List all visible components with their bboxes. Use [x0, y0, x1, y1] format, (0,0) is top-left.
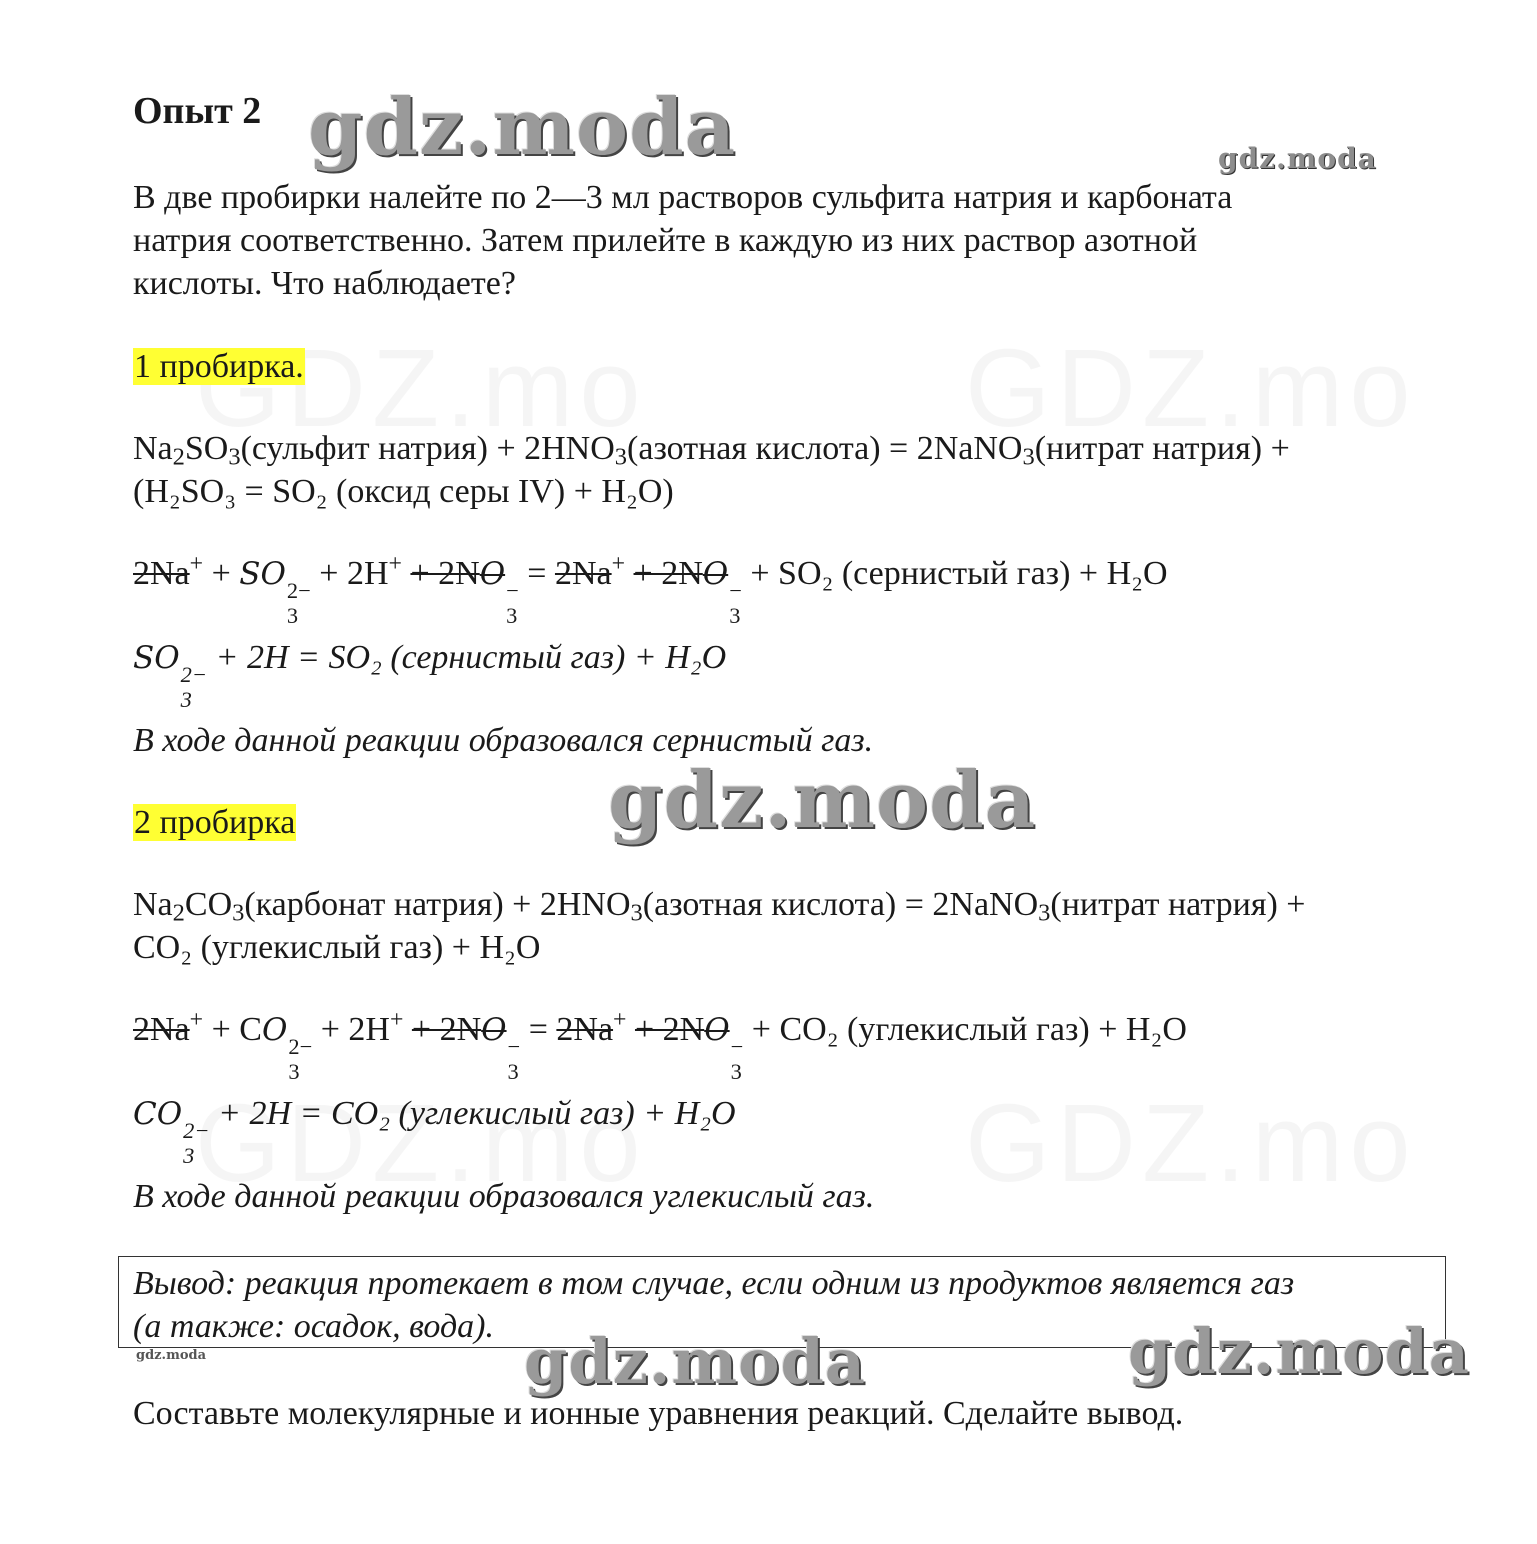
tube1-short-rest: = SO₂ (сернистый газ) + H₂O	[297, 639, 727, 676]
watermark-logo: gdz.moda	[308, 82, 737, 173]
page-title: Опыт 2	[133, 90, 262, 132]
task-line: кислоты. Что наблюдаете?	[133, 265, 516, 302]
watermark-logo: gdz.moda	[136, 1348, 207, 1363]
tube2-short-rest: = CO₂ (углекислый газ) + H₂O	[299, 1095, 736, 1132]
tube1-short-ionic-equation: SO 2− 3 + 2H = SO₂ (сернистый газ) + H₂O	[133, 639, 727, 712]
summary-line: (а также: осадок, вода).	[133, 1308, 494, 1345]
footer-task: Составьте молекулярные и ионные уравнения реакций. Сделайте вывод.	[133, 1395, 1184, 1432]
watermark-logo: gdz.moda	[524, 1325, 866, 1398]
tube1-ionic-rest: SO₂ (сернистый газ) + H₂O	[778, 555, 1168, 592]
tube1-conclusion: В ходе данной реакции образовался сернистый газ.	[133, 722, 874, 759]
task-line: натрия соответственно. Затем прилейте в каждую из них раствор азотной	[133, 222, 1198, 259]
tube2-ionic-rest: CO₂ (углекислый газ) + H₂O	[779, 1011, 1187, 1048]
tube2-short-ionic-equation: CO 2− 3 + 2H = CO₂ (углекислый газ) + H₂O	[133, 1095, 736, 1168]
tube1-molecular-equation: $Na_2SO_3(сульфит$ натрия) + $2HNO_3(азотная$ кислота) = 2NaNO$_3$(нитрат натрия) +	[133, 430, 1290, 471]
tube2-molecular-equation-cont: CO₂ (углекислый газ) + H₂O	[133, 929, 541, 966]
watermark-logo: gdz.moda	[1128, 1315, 1470, 1388]
tube1-molecular-equation-cont: (H₂SO₃ = SO₂ (оксид серы IV) + H₂O)	[133, 473, 674, 510]
summary-line: Вывод: реакция протекает в том случае, если одним из продуктов является газ	[133, 1265, 1295, 1302]
tube1-ionic-equation: 2Na+ + SO 2− 3 + 2H+ + 2NO − 3 = 2Na+ + 2NO − 3 + SO₂ (сернистый газ) + H₂O	[133, 550, 1168, 628]
tube2-label-text: 2 пробирка	[134, 804, 296, 841]
ghost-watermark	[965, 1080, 1417, 1207]
tube2-molecular-equation: $Na_2CO_3(карбонат$ натрия) + $2HNO_3(азотная$ кислота) = 2NaNO$_3$(нитрат натрия) +	[133, 886, 1306, 927]
tube1-label-text: 1 пробирка.	[134, 348, 304, 385]
tube1-label	[133, 345, 305, 388]
tube2-ionic-equation: 2Na+ + CO 2− 3 + 2H+ + 2NO − 3 = 2Na+ + 2NO − 3 + CO₂ (углекислый газ) + H₂O	[133, 1006, 1187, 1084]
tube2-conclusion: В ходе данной реакции образовался углекислый газ.	[133, 1178, 875, 1215]
tube2-label	[133, 801, 296, 844]
watermark-logo: gdz.moda	[1218, 142, 1377, 175]
task-line: В две пробирки налейте по 2—3 мл растворов сульфита натрия и карбоната	[133, 179, 1233, 216]
watermark-logo: gdz.moda	[608, 755, 1037, 846]
